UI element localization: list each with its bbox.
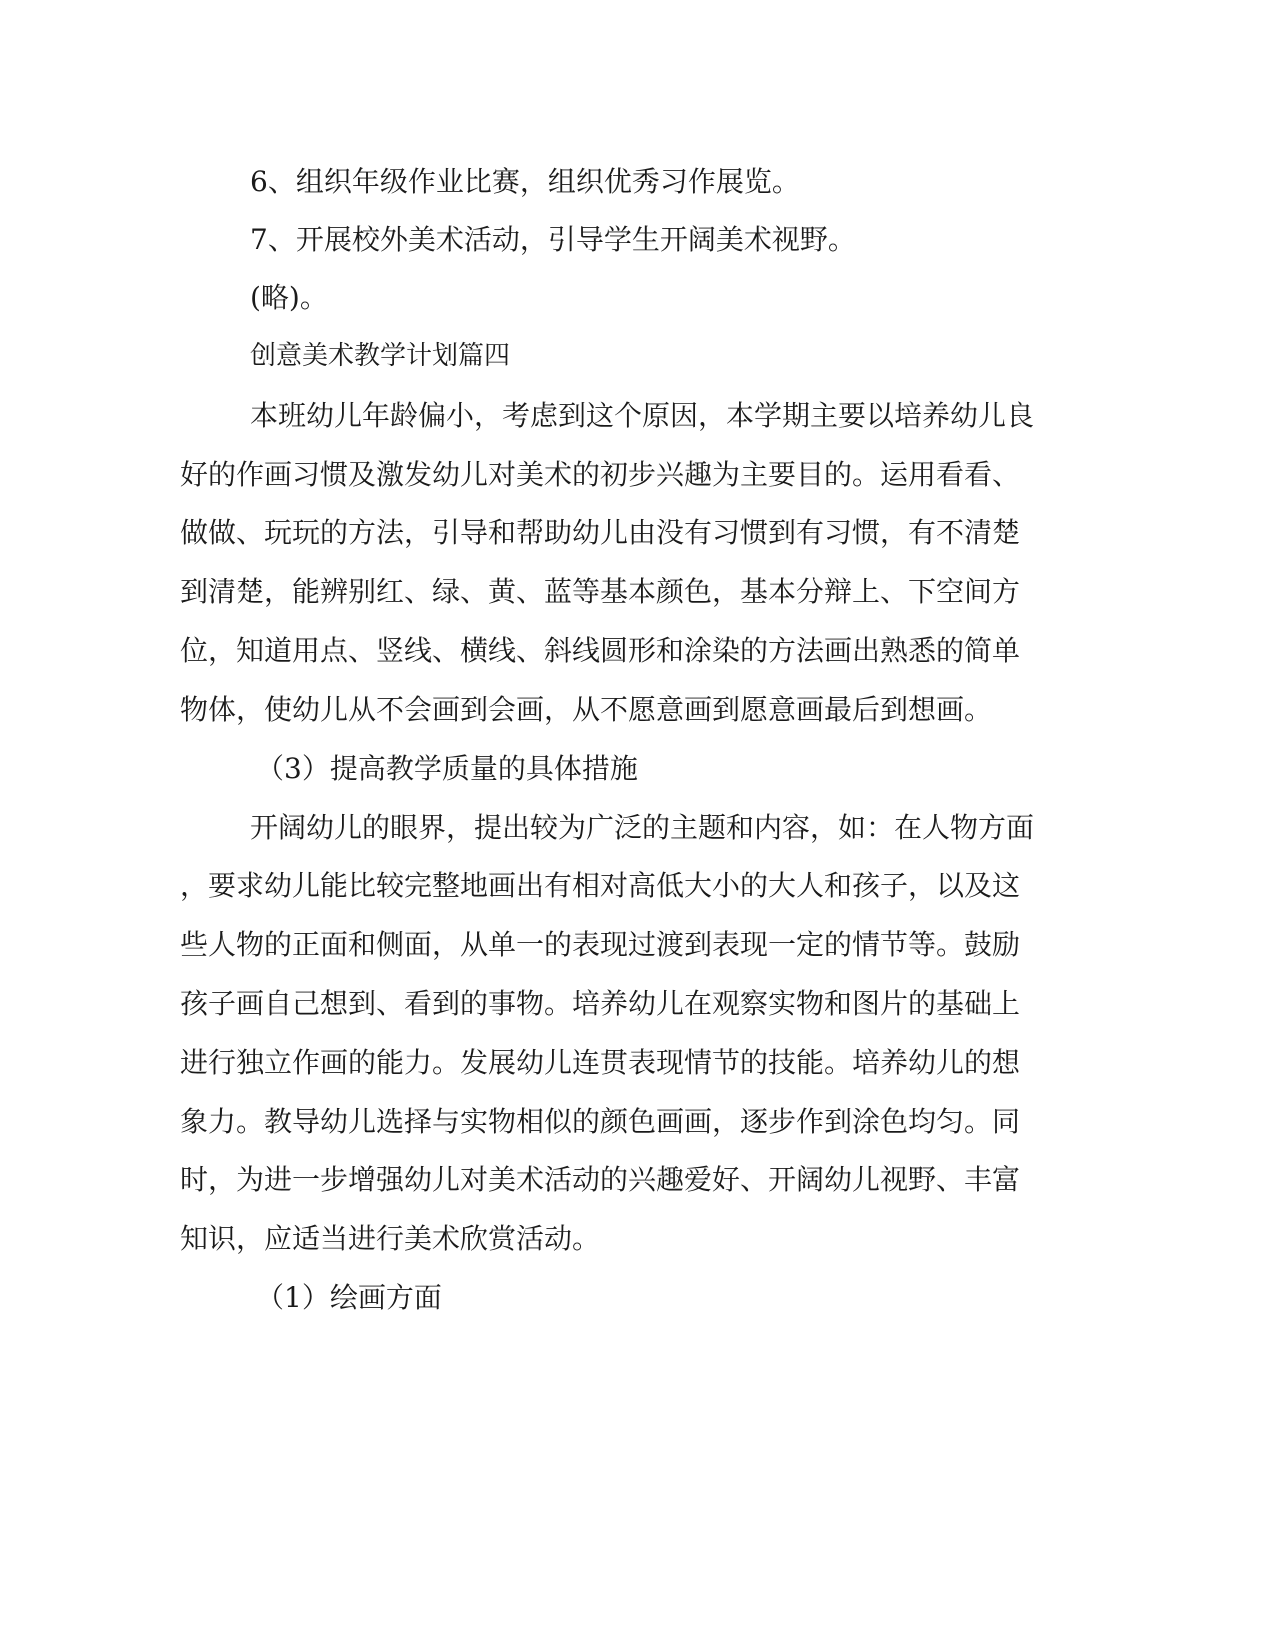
subheading-drawing: （1）绘画方面	[256, 1281, 442, 1314]
section-title: 创意美术教学计划篇四	[250, 341, 511, 371]
paragraph2-line: 进行独立作画的能力。发展幼儿连贯表现情节的技能。培养幼儿的想	[180, 1046, 1021, 1079]
paragraph1-line: 物体，使幼儿从不会画到会画，从不愿意画到愿意画最后到想画。	[180, 693, 993, 726]
paragraph2-line: 开阔幼儿的眼界，提出较为广泛的主题和内容，如：在人物方面	[250, 811, 1035, 844]
paragraph2-line: 象力。教导幼儿选择与实物相似的颜色画画，逐步作到涂色均匀。同	[180, 1105, 1021, 1138]
paragraph2-line: 孩子画自己想到、看到的事物。培养幼儿在观察实物和图片的基础上	[180, 987, 1021, 1020]
paragraph2-line: 知识，应适当进行美术欣赏活动。	[180, 1222, 601, 1255]
paragraph1-line: 到清楚，能辨别红、绿、黄、蓝等基本颜色，基本分辩上、下空间方	[180, 575, 1021, 608]
paragraph1-line: 好的作画习惯及激发幼儿对美术的初步兴趣为主要目的。运用看看、	[180, 458, 1021, 491]
paragraph2-line: 些人物的正面和侧面，从单一的表现过渡到表现一定的情节等。鼓励	[180, 928, 1021, 961]
list-item-6: 6、组织年级作业比赛，组织优秀习作展览。	[250, 165, 800, 198]
paragraph1-line: 本班幼儿年龄偏小，考虑到这个原因，本学期主要以培养幼儿良	[250, 399, 1035, 432]
omitted-note: (略)。	[250, 281, 328, 314]
subheading-measures: （3）提高教学质量的具体措施	[256, 752, 638, 785]
list-item-7: 7、开展校外美术活动，引导学生开阔美术视野。	[250, 223, 856, 256]
paragraph1-line: 位，知道用点、竖线、横线、斜线圆形和涂染的方法画出熟悉的简单	[180, 634, 1021, 667]
paragraph1-line: 做做、玩玩的方法，引导和帮助幼儿由没有习惯到有习惯，有不清楚	[180, 516, 1021, 549]
paragraph2-line: 时，为进一步增强幼儿对美术活动的兴趣爱好、开阔幼儿视野、丰富	[180, 1163, 1021, 1196]
paragraph2-line: ，要求幼儿能比较完整地画出有相对高低大小的大人和孩子，以及这	[180, 869, 1021, 902]
